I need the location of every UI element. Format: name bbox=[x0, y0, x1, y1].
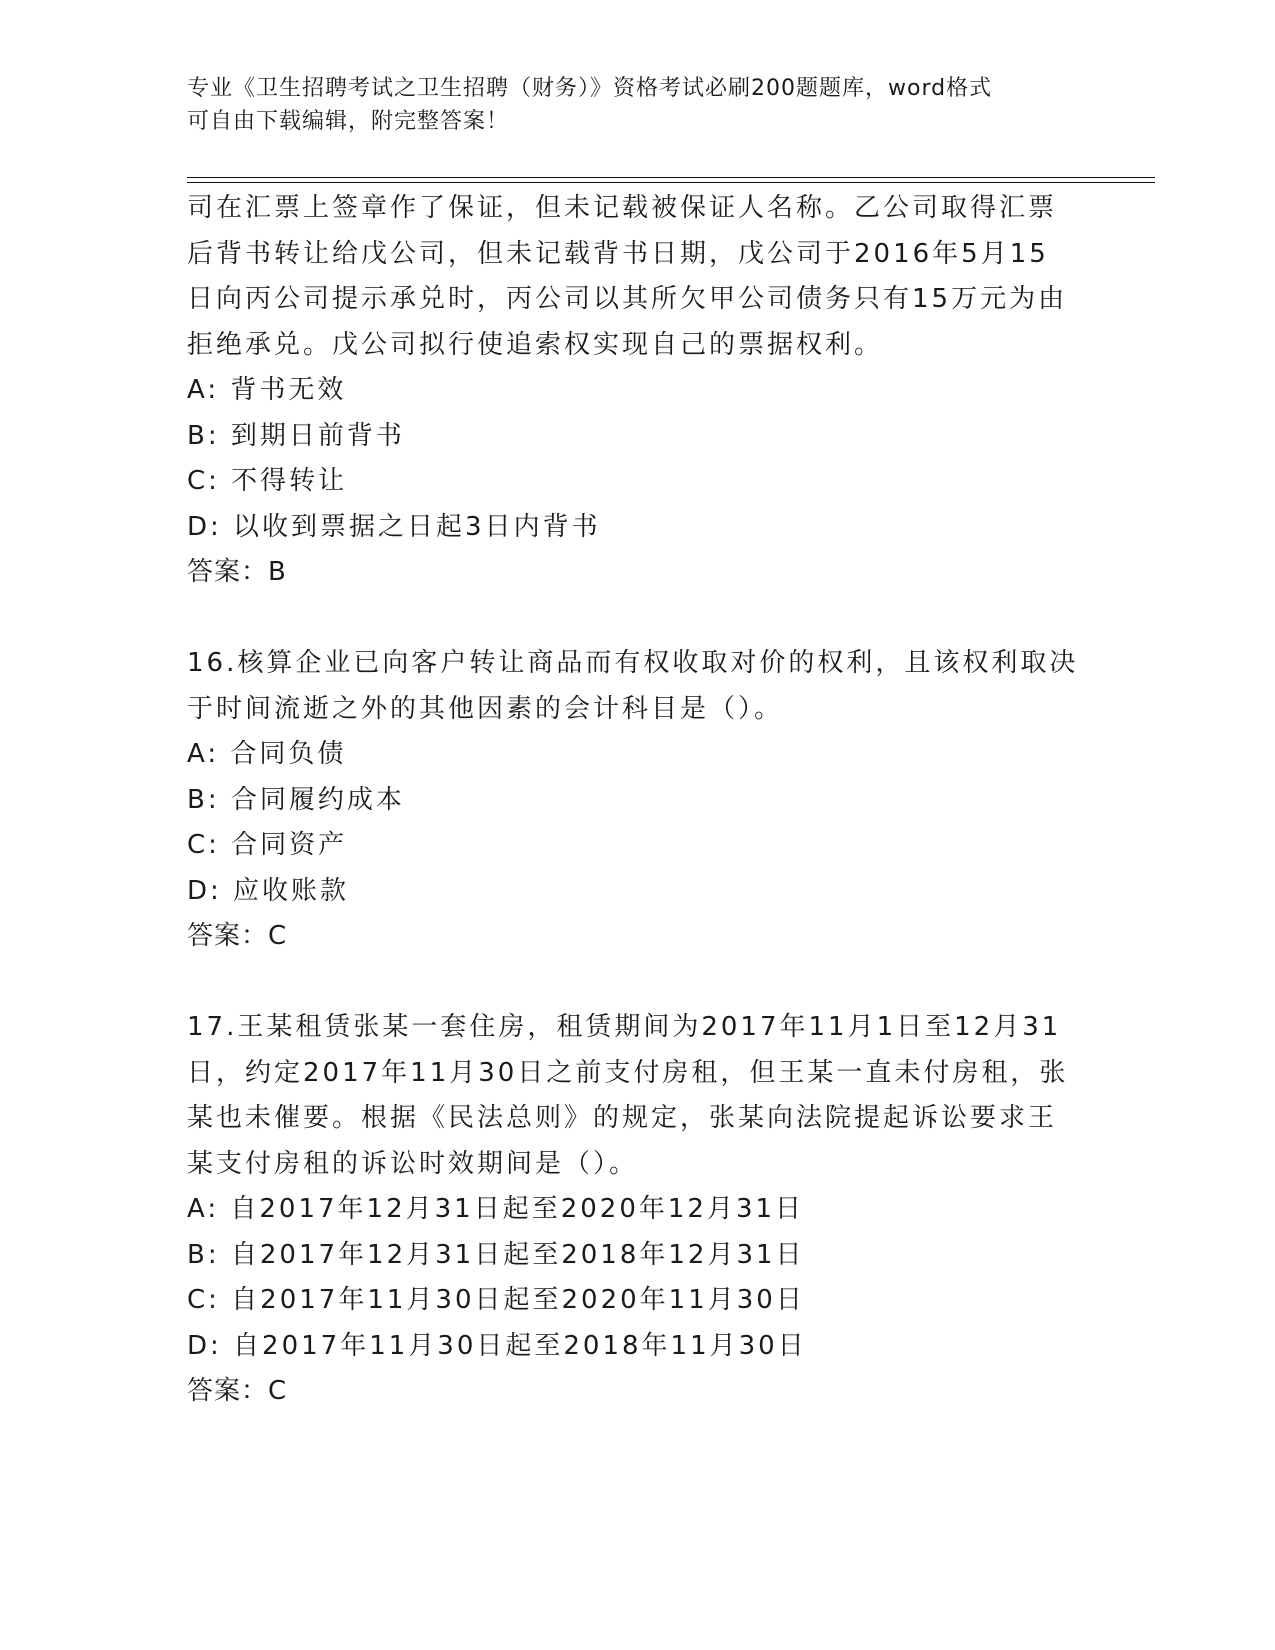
question-17-stem-line-1: 17.王某租赁张某一套住房，租赁期间为2017年11月1日至12月31 bbox=[187, 1012, 1062, 1042]
question-17-stem-line-3: 某也未催要。根据《民法总则》的规定，张某向法院提起诉讼要求王 bbox=[187, 1103, 1058, 1133]
document-header bbox=[187, 72, 1067, 138]
question-15-stem-line-3: 日向丙公司提示承兑时，丙公司以其所欠甲公司债务只有15万元为由 bbox=[187, 284, 1068, 314]
question-16-option-d: D: 应收账款 bbox=[187, 875, 350, 906]
question-15-option-a: A: 背书无效 bbox=[187, 375, 347, 405]
question-15 bbox=[187, 186, 1087, 596]
question-15-option-c: C: 不得转让 bbox=[187, 466, 348, 496]
question-15-option-b: B: 到期日前背书 bbox=[187, 420, 405, 451]
question-17-stem-line-2: 日，约定2017年11月30日之前支付房租，但王某一直未付房租，张 bbox=[187, 1057, 1069, 1088]
question-content bbox=[187, 186, 1087, 1415]
question-17-option-c: C: 自2017年11月30日起至2020年11月30日 bbox=[187, 1285, 805, 1315]
question-17-option-a: A: 自2017年12月31日起至2020年12月31日 bbox=[187, 1194, 805, 1224]
question-15-stem-line-2: 后背书转让给戊公司，但未记载背书日期，戊公司于2016年5月15 bbox=[187, 238, 1049, 269]
question-15-answer: 答案：B bbox=[187, 557, 287, 587]
header-divider-bottom bbox=[187, 182, 1155, 183]
question-16-option-c: C: 合同资产 bbox=[187, 830, 348, 860]
question-15-option-d: D: 以收到票据之日起3日内背书 bbox=[187, 511, 601, 542]
question-17-stem-line-4: 某支付房租的诉讼时效期间是（）。 bbox=[187, 1148, 639, 1179]
question-16-option-a: A: 合同负债 bbox=[187, 739, 347, 769]
question-16-stem-line-2: 于时间流逝之外的其他因素的会计科目是（）。 bbox=[187, 693, 784, 724]
question-gap bbox=[187, 596, 1087, 642]
question-16 bbox=[187, 641, 1087, 960]
header-line-1: 专业《卫生招聘考试之卫生招聘（财务）》资格考试必刷200题题库，word格式 bbox=[187, 76, 993, 101]
header-divider-top bbox=[187, 177, 1155, 178]
question-gap bbox=[187, 960, 1087, 1006]
question-16-stem-line-1: 16.核算企业已向客户转让商品而有权收取对价的权利，且该权利取决 bbox=[187, 648, 1079, 678]
header-line-2: 可自由下载编辑，附完整答案！ bbox=[187, 109, 510, 134]
question-15-stem-line-4: 拒绝承兑。戊公司拟行使追索权实现自己的票据权利。 bbox=[187, 329, 884, 360]
question-17-answer: 答案：C bbox=[187, 1376, 288, 1406]
question-17-option-b: B: 自2017年12月31日起至2018年12月31日 bbox=[187, 1239, 805, 1270]
question-17-option-d: D: 自2017年11月30日起至2018年11月30日 bbox=[187, 1330, 807, 1361]
question-17 bbox=[187, 1005, 1087, 1415]
question-16-answer: 答案：C bbox=[187, 921, 288, 951]
question-16-option-b: B: 合同履约成本 bbox=[187, 784, 405, 815]
question-15-stem-line-1: 司在汇票上签章作了保证，但未记载被保证人名称。乙公司取得汇票 bbox=[187, 193, 1058, 223]
